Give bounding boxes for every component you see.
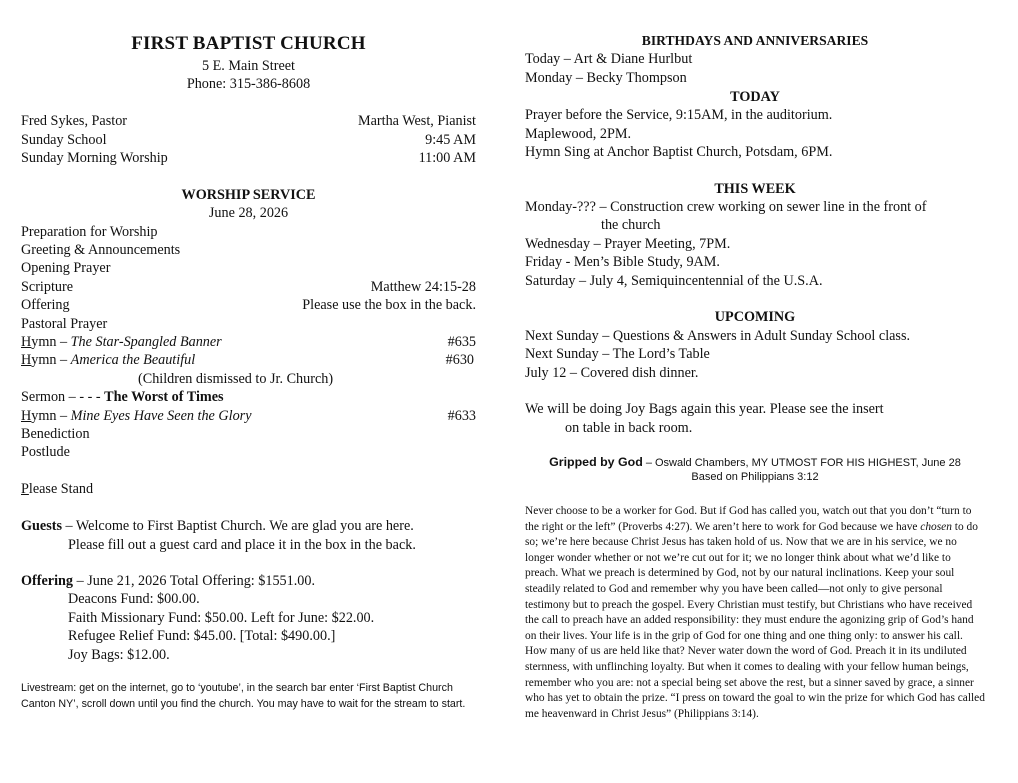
- order-item: Opening Prayer: [21, 260, 111, 276]
- joy-bags-note: We will be doing Joy Bags again this year. Please see the insert: [525, 401, 884, 417]
- staff-row: Sunday School 9:45 AM: [21, 132, 476, 148]
- upcoming-item: Next Sunday – The Lord’s Table: [525, 346, 710, 362]
- devotion-text: Never choose to be a worker for God. But if God has called you, watch out that you don’t “turn to the right or the left” (Proverbs 4:27). We aren’t here to work for God because we have chosen to do so; we’re here because Christ Jesus has taken hold of us. Now that we are in his service, we no longer wonder whether or not we’re cut out for it; we no longer think about what we’d like to preach. What we preach is determined by God, not by our natural inclinations. Keep your soul steadily related to God and remember why you have been called—not only to give personal testimony but to preach the gospel. Every Christian must testify, but Christians who have received the call to preach have an added responsibility: they must endure the agonizing grip of God’s hand on their lives. Your life is in the grip of God for one thing and one thing only: to answer his call. How many of us are held like that? Never water down the word of God. Preach it in its undiluted sternness, with unflinching loyalty. But when it comes to dealing with your fellow human beings, remember who you are: not a special being set above the rest, but a sinner saved by grace, a sinner who has yet to obtain the prize. “I press on toward the goal to win the prize for which God has called me heavenward in Christ Jesus” (Philippians 3:14).: [525, 505, 985, 720]
- today-item: Prayer before the Service, 9:15AM, in the auditorium.: [525, 107, 833, 123]
- birthday-item: Monday – Becky Thompson: [525, 70, 687, 86]
- church-phone: Phone: 315-386-8608: [186, 76, 311, 92]
- order-item-hymn: Hymn – Mine Eyes Have Seen the Glory #633: [21, 408, 476, 424]
- today-item: Hymn Sing at Anchor Baptist Church, Potsdam, 6PM.: [525, 144, 833, 160]
- guests-line2: Please fill out a guest card and place it in the box in the back.: [68, 537, 416, 553]
- week-item: Friday - Men’s Bible Study, 9AM.: [525, 254, 720, 270]
- upcoming-item: July 12 – Covered dish dinner.: [525, 365, 699, 381]
- week-item-cont: the church: [601, 217, 661, 233]
- week-heading: THIS WEEK: [714, 181, 796, 197]
- today-heading: TODAY: [730, 89, 780, 105]
- church-address: 5 E. Main Street: [202, 58, 295, 74]
- worship-heading: WORSHIP SERVICE: [181, 187, 316, 203]
- livestream-note: Livestream: get on the internet, go to ‘youtube’, in the search bar enter ‘First Baptist Church Canton NY’, scroll down until you find the church. You may have to wait for the stream to start.: [21, 682, 466, 710]
- order-item-hymn: Hymn – America the Beautiful #630: [21, 352, 474, 368]
- church-name: FIRST BAPTIST CHURCH: [131, 33, 366, 54]
- worship-date: June 28, 2026: [208, 205, 289, 221]
- order-item: Preparation for Worship: [21, 224, 158, 240]
- order-item-scripture: Scripture Matthew 24:15-28: [21, 279, 476, 295]
- week-item: Monday-??? – Construction crew working on sewer line in the front of: [525, 199, 927, 215]
- upcoming-heading: UPCOMING: [714, 309, 796, 325]
- today-item: Maplewood, 2PM.: [525, 126, 632, 142]
- order-item: Greeting & Announcements: [21, 242, 181, 258]
- devotion-title-line: Gripped by God – Oswald Chambers, MY UTMOST FOR HIS HIGHEST, June 28: [549, 455, 961, 469]
- birthdays-heading: BIRTHDAYS AND ANNIVERSARIES: [641, 33, 869, 48]
- order-item: Postlude: [21, 444, 70, 460]
- staff-row: Sunday Morning Worship 11:00 AM: [21, 150, 476, 166]
- offering-line: Offering – June 21, 2026 Total Offering: $1551.00.: [21, 573, 316, 589]
- week-item: Wednesday – Prayer Meeting, 7PM.: [525, 236, 731, 252]
- guests-line: Guests – Welcome to First Baptist Church. We are glad you are here.: [21, 518, 414, 534]
- please-stand: Please Stand: [21, 481, 94, 497]
- offering-refugee: Refugee Relief Fund: $45.00. [Total: $490.00.]: [68, 628, 336, 644]
- order-item-offering: Offering Please use the box in the back.: [21, 297, 476, 313]
- upcoming-item: Next Sunday – Questions & Answers in Adult Sunday School class.: [525, 328, 911, 344]
- order-item-hymn: Hymn – The Star-Spangled Banner #635: [21, 334, 476, 350]
- order-item: Pastoral Prayer: [21, 316, 108, 332]
- week-item: Saturday – July 4, Semiquincentennial of the U.S.A.: [525, 273, 823, 289]
- order-item: Benediction: [21, 426, 90, 442]
- joy-bags-note-cont: on table in back room.: [565, 420, 693, 436]
- birthday-item: Today – Art & Diane Hurlbut: [525, 51, 693, 67]
- offering-joy: Joy Bags: $12.00.: [68, 647, 170, 663]
- children-dismissed: (Children dismissed to Jr. Church): [138, 371, 334, 387]
- order-item-sermon: Sermon – - - - The Worst of Times: [21, 389, 224, 405]
- staff-row: Fred Sykes, Pastor Martha West, Pianist: [21, 113, 476, 129]
- offering-deacons: Deacons Fund: $00.00.: [68, 591, 200, 607]
- devotion-based: Based on Philippians 3:12: [691, 471, 819, 483]
- offering-faith: Faith Missionary Fund: $50.00. Left for June: $22.00.: [68, 610, 375, 626]
